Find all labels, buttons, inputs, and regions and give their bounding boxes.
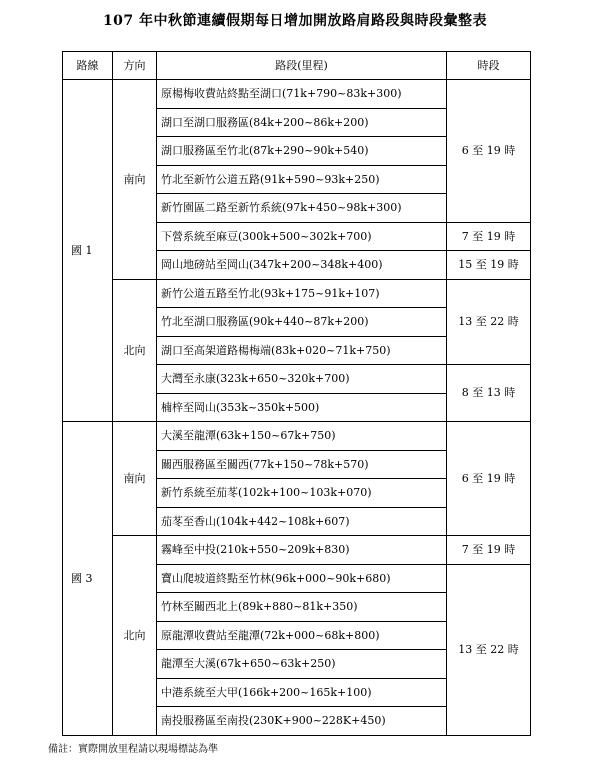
- section-cell: 下營系統至麻豆(300k+500~302k+700): [157, 222, 447, 251]
- section-cell: 大溪至龍潭(63k+150~67k+750): [157, 422, 447, 451]
- section-cell: 湖口至高架道路楊梅端(83k+020~71k+750): [157, 336, 447, 365]
- section-cell: 竹北至新竹公道五路(91k+590~93k+250): [157, 165, 447, 194]
- page-title: 107 年中秋節連續假期每日增加開放路肩路段與時段彙整表: [102, 13, 488, 29]
- section-cell: 關西服務區至關西(77k+150~78k+570): [157, 450, 447, 479]
- header-time: 時段: [447, 52, 531, 80]
- time-cell: 7 至 19 時: [447, 536, 531, 565]
- time-cell: 6 至 19 時: [447, 80, 531, 223]
- section-cell: 寶山爬坡道終點至竹林(96k+000~90k+680): [157, 564, 447, 593]
- section-cell: 霧峰至中投(210k+550~209k+830): [157, 536, 447, 565]
- section-cell: 新竹園區二路至新竹系統(97k+450~98k+300): [157, 194, 447, 223]
- section-cell: 楠梓至岡山(353k~350k+500): [157, 393, 447, 422]
- table-row: [63, 422, 531, 451]
- direction-cell: 南向: [113, 80, 157, 280]
- header-row: [63, 52, 531, 80]
- section-cell: 龍潭至大溪(67k+650~63k+250): [157, 650, 447, 679]
- header-highway: 路線: [63, 52, 113, 80]
- direction-cell: 南向: [113, 422, 157, 536]
- time-cell: 8 至 13 時: [447, 365, 531, 422]
- section-cell: 岡山地磅站至岡山(347k+200~348k+400): [157, 251, 447, 280]
- section-cell: 湖口服務區至竹北(87k+290~90k+540): [157, 137, 447, 166]
- section-cell: 竹林至關西北上(89k+880~81k+350): [157, 593, 447, 622]
- header-direction: 方向: [113, 52, 157, 80]
- section-cell: 竹北至湖口服務區(90k+440~87k+200): [157, 308, 447, 337]
- table-row: [63, 536, 531, 565]
- shoulder-schedule-table: [62, 51, 531, 736]
- direction-cell: 北向: [113, 536, 157, 736]
- time-cell: 7 至 19 時: [447, 222, 531, 251]
- section-cell: 茄苳至香山(104k+442~108k+607): [157, 507, 447, 536]
- footnote: 備註：實際開放里程請以現場標誌為準: [48, 744, 218, 755]
- time-cell: 6 至 19 時: [447, 422, 531, 536]
- section-cell: 南投服務區至南投(230K+900~228K+450): [157, 707, 447, 736]
- section-cell: 原楊梅收費站終點至湖口(71k+790~83k+300): [157, 80, 447, 109]
- table-row: [63, 279, 531, 308]
- section-cell: 中港系統至大甲(166k+200~165k+100): [157, 678, 447, 707]
- header-section: 路段(里程): [157, 52, 447, 80]
- highway-cell: 國 1: [63, 80, 113, 422]
- section-cell: 新竹系統至茄苳(102k+100~103k+070): [157, 479, 447, 508]
- table-row: [63, 80, 531, 109]
- section-cell: 原龍潭收費站至龍潭(72k+000~68k+800): [157, 621, 447, 650]
- highway-cell: 國 3: [63, 422, 113, 736]
- section-cell: 大灣至永康(323k+650~320k+700): [157, 365, 447, 394]
- section-cell: 新竹公道五路至竹北(93k+175~91k+107): [157, 279, 447, 308]
- time-cell: 13 至 22 時: [447, 564, 531, 735]
- direction-cell: 北向: [113, 279, 157, 422]
- time-cell: 13 至 22 時: [447, 279, 531, 365]
- table-body: [63, 80, 531, 736]
- section-cell: 湖口至湖口服務區(84k+200~86k+200): [157, 108, 447, 137]
- time-cell: 15 至 19 時: [447, 251, 531, 280]
